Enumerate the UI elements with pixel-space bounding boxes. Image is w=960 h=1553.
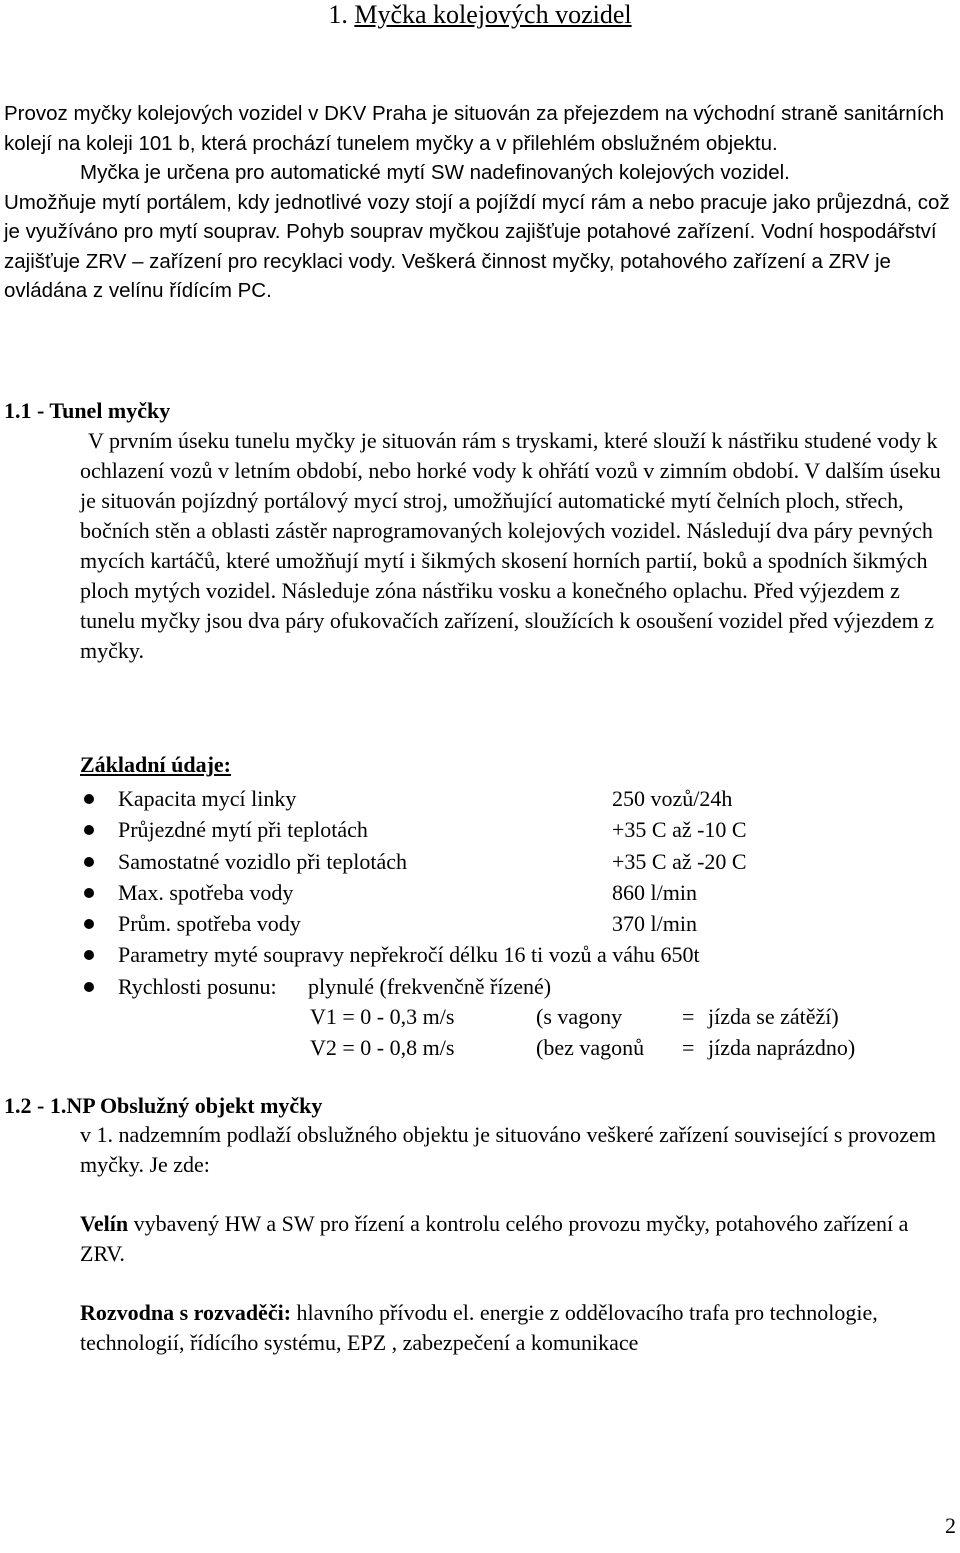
tunnel-body: [80, 426, 952, 666]
speed-eq: =: [682, 1035, 695, 1060]
list-item: [84, 939, 954, 970]
rozvodna-text: hlavního přívodu el. energie z oddělovacího trafa pro technologie, technologií, řídícího systému, EPZ , zabezpečení a komunikace: [80, 1300, 878, 1355]
title-text: Myčka kolejových vozidel: [354, 0, 632, 29]
item-label: Kapacita mycí linky: [118, 786, 297, 811]
item-label: Rychlosti posunu:: [118, 973, 277, 999]
speed-row: [310, 1032, 950, 1063]
bullet-icon: [84, 888, 94, 898]
list-item: [84, 846, 954, 877]
item-value: 370 l/min: [612, 911, 697, 937]
item-label: Max. spotřeba vody: [118, 879, 294, 905]
bullet-icon: [84, 950, 94, 960]
np-intro: v 1. nadzemním podlaží obslužného objektu je situováno veškeré zařízení související s provozem myčky. Je zde:: [80, 1122, 936, 1177]
speed-eq: =: [682, 1004, 695, 1029]
speed-value: V2 = 0 - 0,8 m/s: [310, 1035, 455, 1060]
item-value: 860 l/min: [612, 879, 697, 905]
intro-section: [4, 99, 956, 306]
page-title: [0, 0, 960, 30]
basic-data-heading: Základní údaje:: [80, 752, 231, 777]
bullet-icon: [84, 982, 94, 992]
intro-paragraph-3: Umožňuje mytí portálem, kdy jednotlivé vozy stojí a pojíždí mycí rám a nebo pracuje jako průjezdná, což je využíváno pro mytí souprav. Pohyb souprav myčkou zajišťuje potahové zařízení. Vodní hospodářství zajišťuje ZRV – zařízení pro recyklaci vody. Veškerá činnost myčky, potahového zařízení a ZRV je ovládána z velínu řídícím PC.: [4, 190, 950, 302]
velin-label: Velín: [80, 1211, 129, 1236]
title-number: 1.: [328, 0, 348, 29]
bullet-icon: [84, 857, 94, 867]
np-body: [80, 1120, 956, 1358]
bullet-icon: [84, 919, 94, 929]
list-item: [84, 783, 954, 814]
item-label: Parametry myté soupravy nepřekročí délku 16 ti vozů a váhu 650t: [118, 942, 700, 968]
np-velin: [80, 1209, 956, 1269]
bullet-icon: [84, 825, 94, 835]
basic-data-list: [84, 783, 954, 1002]
list-item: [84, 971, 954, 1002]
tunnel-heading: 1.1 - Tunel myčky: [4, 398, 171, 423]
list-item: [84, 814, 954, 845]
item-label: Průjezdné mytí při teplotách: [118, 817, 368, 843]
np-heading: 1.2 - 1.NP Obslužný objekt myčky: [4, 1093, 323, 1118]
item-value: +35 C až -20 C: [612, 848, 747, 874]
intro-paragraph-2: Myčka je určena pro automatické mytí SW nadefinovaných kolejových vozidel.: [80, 161, 790, 184]
list-item: [84, 877, 954, 908]
item-label: Samostatné vozidlo při teplotách: [118, 848, 407, 874]
speed-row: [310, 1001, 950, 1032]
speed-value: V1 = 0 - 0,3 m/s: [310, 1004, 455, 1029]
list-item: [84, 908, 954, 939]
bullet-icon: [84, 794, 94, 804]
intro-paragraph-1: Provoz myčky kolejových vozidel v DKV Praha je situován za přejezdem na východní straně sanitárních kolejí na koleji 101 b, která prochází tunelem myčky a v přilehlém obslužném objektu.: [4, 102, 945, 155]
speed-desc: jízda naprázdno): [708, 1035, 856, 1060]
item-value: 250 vozů/24h: [612, 786, 733, 811]
np-rozvodna: [80, 1298, 956, 1358]
rozvodna-label: Rozvodna s rozvaděči:: [80, 1300, 292, 1325]
item-label: Prům. spotřeba vody: [118, 911, 301, 937]
tunnel-text: V prvním úseku tunelu myčky je situován rám s tryskami, které slouží k nástřiku studené vody k ochlazení vozů v letním období, nebo horké vody k ohřátí vozů v zimním období. V dalším úseku je situován pojízdný portálový mycí stroj, umožňující automatické mytí čelních ploch, střech, bočních stěn a oblasti zástěr naprogramovaných kolejových vozidel. Následují dva páry pevných mycích kartáčů, které umožňují mytí i šikmých skosení horních partií, boků a spodních šikmých ploch mytých vozidel. Následuje zóna nástřiku vosku a konečného oplachu. Před výjezdem z tunelu myčky jsou dva páry ofukovačích zařízení, sloužících k osoušení vozidel před výjezdem z myčky.: [80, 428, 941, 663]
speed-note: (bez vagonů: [536, 1035, 645, 1060]
speed-note: (s vagony: [536, 1004, 623, 1029]
item-value: +35 C až -10 C: [612, 817, 747, 843]
speed-desc: jízda se zátěží): [708, 1004, 839, 1029]
item-value: plynulé (frekvenčně řízené): [308, 973, 552, 999]
speed-table: [310, 1001, 950, 1063]
page-number: 2: [945, 1513, 956, 1538]
velin-text: vybavený HW a SW pro řízení a kontrolu celého provozu myčky, potahového zařízení a ZRV.: [80, 1211, 909, 1266]
